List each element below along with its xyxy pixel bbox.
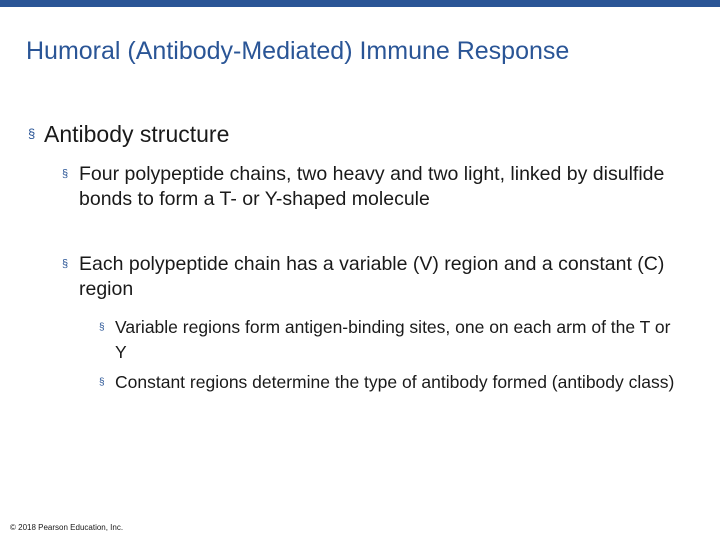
bullet-text: Four polypeptide chains, two heavy and two light, linked by disulfide bonds to form a T- or Y-shaped molecule xyxy=(79,163,665,210)
bullet-square-icon: § xyxy=(62,168,69,180)
copyright-footer: © 2018 Pearson Education, Inc. xyxy=(10,523,124,532)
slide-title: Humoral (Antibody-Mediated) Immune Response xyxy=(26,37,570,65)
bullet-square-icon: § xyxy=(28,126,36,141)
bullet-square-icon: § xyxy=(62,258,69,270)
bullet-level2-item xyxy=(62,252,679,302)
bullet-level3-item xyxy=(99,370,675,395)
bullet-level3-item xyxy=(99,315,675,365)
bullet-text: Constant regions determine the type of antibody formed (antibody class) xyxy=(115,372,675,392)
bullet-text: Antibody structure xyxy=(44,121,230,147)
bullet-level2-item xyxy=(62,162,679,212)
top-accent-bar xyxy=(0,0,720,7)
bullet-square-icon: § xyxy=(99,377,105,388)
bullet-text: Each polypeptide chain has a variable (V) region and a constant (C) region xyxy=(79,253,665,300)
bullet-text: Variable regions form antigen-binding sites, one on each arm of the T or Y xyxy=(115,317,671,362)
bullet-square-icon: § xyxy=(99,322,105,333)
bullet-level1-item xyxy=(28,119,684,149)
